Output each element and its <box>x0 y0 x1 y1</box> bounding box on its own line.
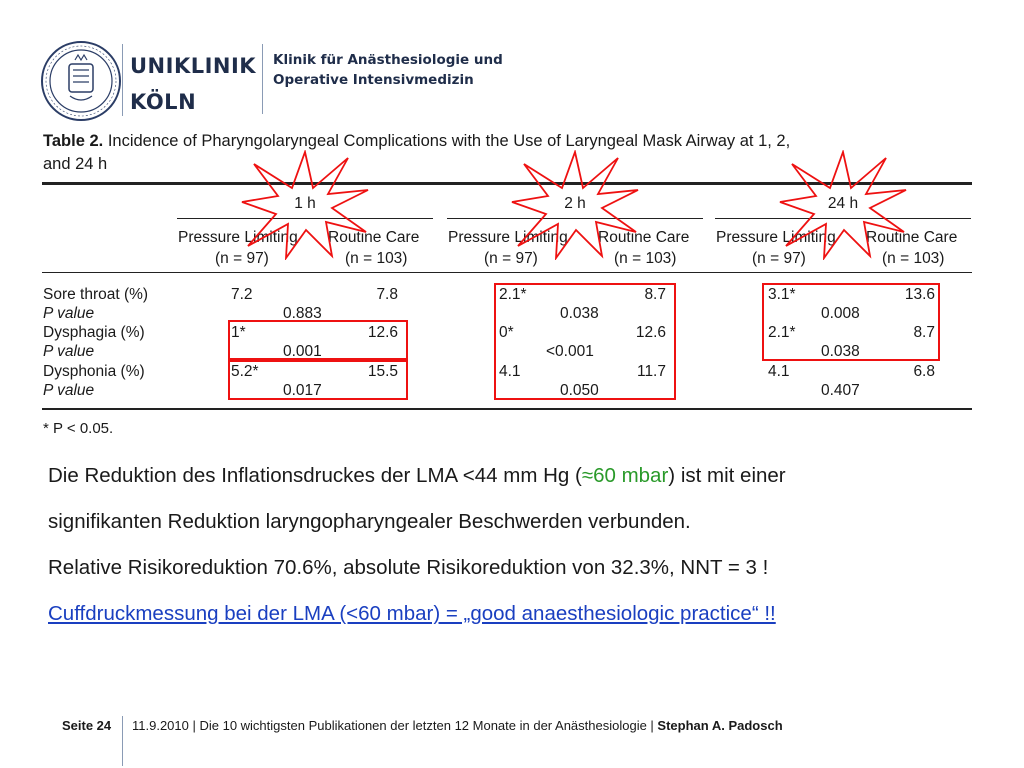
col-n-pressure-2: (n = 97) <box>484 250 538 267</box>
p-value-cell: 0.001 <box>283 343 322 360</box>
table-cell: 4.1 <box>768 363 790 380</box>
p-value-cell: 0.038 <box>821 343 860 360</box>
summary-line-3: Relative Risikoreduktion 70.6%, absolute Risikoreduktion von 32.3%, NNT = 3 ! <box>48 556 769 579</box>
p-value-cell: 0.883 <box>283 305 322 322</box>
group-time-1: 1 h <box>294 195 316 212</box>
table-cell: 6.8 <box>913 363 935 380</box>
table-caption-label: Table 2. <box>43 132 104 150</box>
col-routine-care-3: Routine Care <box>866 229 958 246</box>
highlight-box <box>494 283 676 400</box>
summary-line-2: signifikanten Reduktion laryngopharyngealer Beschwerden verbunden. <box>48 510 691 533</box>
starburst-highlight-1h <box>240 150 370 260</box>
table-caption-text-2: and 24 h <box>43 155 108 173</box>
clinic-name: Klinik für Anästhesiologie und Operative Intensivmedizin <box>273 52 503 88</box>
p-value-cell: 0.008 <box>821 305 860 322</box>
footer-author: Stephan A. Padosch <box>657 718 783 733</box>
col-n-routine-2: (n = 103) <box>614 250 677 267</box>
table-footnote: * P < 0.05. <box>43 420 114 437</box>
p-value-cell: 0.407 <box>821 382 860 399</box>
p-value-cell: 0.017 <box>283 382 322 399</box>
table-cell: 8.7 <box>913 324 935 341</box>
starburst-highlight-24h <box>778 150 908 260</box>
table-cell: 1* <box>231 324 246 341</box>
highlight-box <box>762 283 940 361</box>
green-highlight-text: ≈60 mbar <box>581 464 669 487</box>
table-cell: 5.2* <box>231 363 259 380</box>
starburst-highlight-2h <box>510 150 640 260</box>
table-cell: 15.5 <box>367 363 398 380</box>
table-cell: 2.1* <box>499 286 527 303</box>
table-cell: 0* <box>499 324 514 341</box>
table-cell: 7.8 <box>376 286 398 303</box>
highlight-box <box>228 360 408 400</box>
table-cell: 8.7 <box>644 286 666 303</box>
table-cell: 3.1* <box>768 286 796 303</box>
conclusion-link[interactable]: Cuffdruckmessung bei der LMA (<60 mbar) = „good anaesthesiologic practice“ !! <box>48 602 776 625</box>
table-cell: 12.6 <box>367 324 398 341</box>
group-time-3: 24 h <box>827 195 859 212</box>
col-n-pressure-1: (n = 97) <box>215 250 269 267</box>
col-n-pressure-3: (n = 97) <box>752 250 806 267</box>
col-n-routine-1: (n = 103) <box>345 250 408 267</box>
col-n-routine-3: (n = 103) <box>882 250 945 267</box>
col-pressure-limiting-2: Pressure Limiting <box>448 229 568 246</box>
p-value-cell: 0.038 <box>560 305 599 322</box>
row-label-dysphonia: Dysphonia (%) <box>43 363 145 380</box>
highlight-box <box>228 320 408 360</box>
p-value-cell: 0.050 <box>560 382 599 399</box>
footer-info: 11.9.2010 | Die 10 wichtigsten Publikationen der letzten 12 Monate in der Anästhesiologie | Stephan A. Padosch <box>132 718 783 733</box>
p-value-cell: <0.001 <box>546 343 594 360</box>
table-cell: 11.7 <box>636 363 666 380</box>
col-routine-care-1: Routine Care <box>328 229 420 246</box>
university-seal-logo <box>40 40 122 122</box>
row-label-sore-throat: Sore throat (%) <box>43 286 149 303</box>
brand-name: UNIKLINIK KÖLN <box>130 54 257 114</box>
table-cell: 13.6 <box>904 286 935 303</box>
table-cell: 12.6 <box>635 324 666 341</box>
row-label-p-value: P value <box>43 382 95 399</box>
table-bottom-rule <box>42 408 972 410</box>
group-time-2: 2 h <box>564 195 586 212</box>
row-label-p-value: P value <box>43 305 95 322</box>
row-label-dysphagia: Dysphagia (%) <box>43 324 145 341</box>
col-pressure-limiting-1: Pressure Limiting <box>178 229 298 246</box>
page-number: Seite 24 <box>62 718 112 733</box>
col-pressure-limiting-3: Pressure Limiting <box>716 229 836 246</box>
header-bottom-rule <box>42 272 972 273</box>
table-cell: 2.1* <box>768 324 796 341</box>
row-label-p-value: P value <box>43 343 95 360</box>
summary-line-1: Die Reduktion des Inflationsdruckes der LMA <44 mm Hg (≈60 mbar) ist mit einer <box>48 464 786 487</box>
col-routine-care-2: Routine Care <box>598 229 690 246</box>
table-cell: 7.2 <box>231 286 253 303</box>
table-caption-text: Incidence of Pharyngolaryngeal Complications with the Use of Laryngeal Mask Airway at 1, 2, <box>107 132 791 150</box>
table-cell: 4.1 <box>499 363 521 380</box>
footer-divider <box>122 716 123 766</box>
